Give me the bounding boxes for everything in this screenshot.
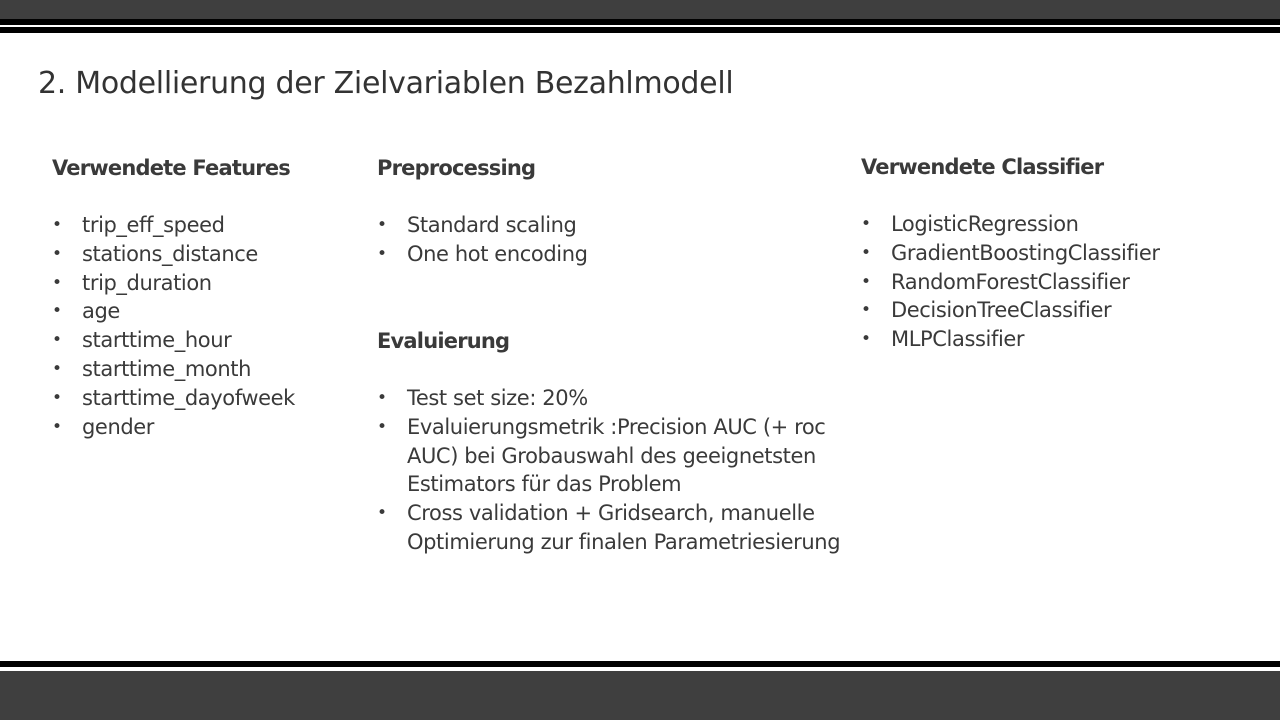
- list-item: • Cross validation + Gridsearch, manuelle Optimierung zur finalen Parametriesierung: [377, 499, 857, 557]
- list-item: • starttime_month: [52, 355, 352, 384]
- preprocessing-list: [377, 211, 857, 269]
- classifier-heading: Verwendete Classifier: [861, 155, 1104, 179]
- list-item: • RandomForestClassifier: [861, 268, 1271, 297]
- evaluation-list: [377, 384, 857, 557]
- list-item: • Evaluierungsmetrik :Precision AUC (+ roc AUC) bei Grobauswahl des geeignetsten Estimators für das Problem: [377, 413, 857, 499]
- list-item: • GradientBoostingClassifier: [861, 239, 1271, 268]
- slide-title: 2. Modellierung der Zielvariablen Bezahlmodell: [38, 66, 734, 101]
- list-item: • starttime_dayofweek: [52, 384, 352, 413]
- top-divider-line: [0, 27, 1280, 33]
- list-item: • MLPClassifier: [861, 325, 1271, 354]
- top-divider-line: [0, 19, 1280, 25]
- list-item: • Test set size: 20%: [377, 384, 857, 413]
- list-item: • trip_duration: [52, 269, 352, 298]
- features-list: [52, 211, 352, 441]
- classifier-column: [861, 153, 1271, 354]
- top-dark-band: [0, 0, 1280, 19]
- preprocessing-column: [377, 154, 857, 269]
- classifier-list: [861, 210, 1271, 354]
- evaluation-heading: Evaluierung: [377, 329, 510, 353]
- list-item: • Standard scaling: [377, 211, 857, 240]
- features-column: [52, 154, 352, 441]
- list-item: • DecisionTreeClassifier: [861, 296, 1271, 325]
- list-item: • One hot encoding: [377, 240, 857, 269]
- features-heading: Verwendete Features: [52, 156, 290, 180]
- list-item: • trip_eff_speed: [52, 211, 352, 240]
- preprocessing-heading: Preprocessing: [377, 156, 536, 180]
- list-item: • LogisticRegression: [861, 210, 1271, 239]
- bottom-dark-band: [0, 671, 1280, 720]
- list-item: • starttime_hour: [52, 326, 352, 355]
- list-item: • age: [52, 297, 352, 326]
- list-item: • stations_distance: [52, 240, 352, 269]
- evaluation-column: [377, 327, 857, 557]
- list-item: • gender: [52, 413, 352, 442]
